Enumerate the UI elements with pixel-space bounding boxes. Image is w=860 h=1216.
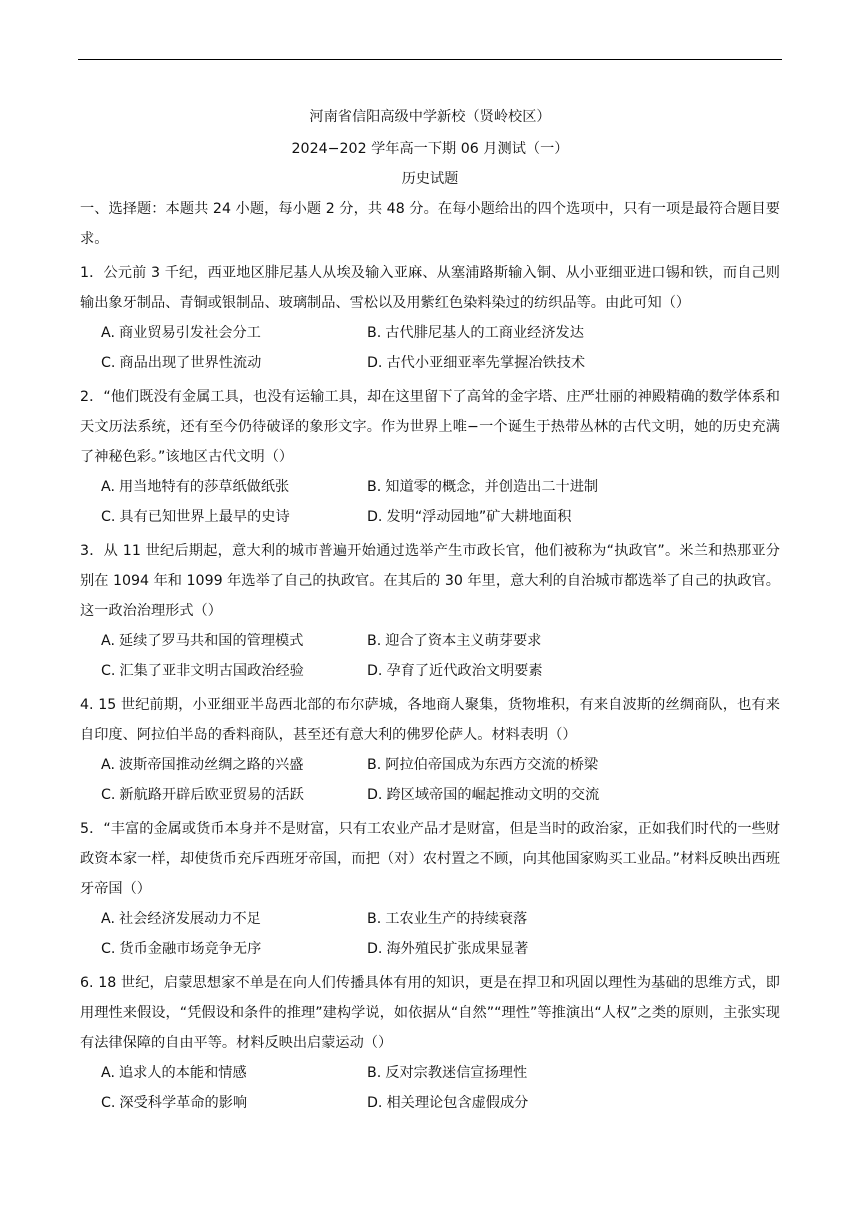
option-text: 具有已知世界上最早的史诗 xyxy=(119,509,290,525)
option-letter: C. xyxy=(101,1095,116,1111)
option-letter: B. xyxy=(367,911,382,927)
option-a[interactable] xyxy=(101,904,367,934)
option-a[interactable] xyxy=(101,750,367,780)
question xyxy=(80,382,780,532)
question xyxy=(80,968,780,1118)
option-text: 货币金融市场竞争无序 xyxy=(119,941,262,957)
option-b[interactable] xyxy=(367,750,780,780)
question xyxy=(80,814,780,964)
option-letter: B. xyxy=(367,325,382,341)
option-letter: D. xyxy=(367,941,383,957)
option-grid xyxy=(80,750,780,810)
option-text: 汇集了亚非文明古国政治经验 xyxy=(119,663,304,679)
option-d[interactable] xyxy=(367,934,780,964)
option-text: 古代腓尼基人的工商业经济发达 xyxy=(385,325,584,341)
option-text: 商品出现了世界性流动 xyxy=(119,355,262,371)
question-list xyxy=(80,258,780,1118)
option-letter: D. xyxy=(367,787,383,803)
option-letter: A. xyxy=(101,633,115,649)
option-text: 反对宗教迷信宣扬理性 xyxy=(385,1065,528,1081)
question-stem: 3．从 11 世纪后期起，意大利的城市普遍开始通过选举产生市政长官，他们被称为“执政官”。米兰和热那亚分别在 1094 年和 1099 年选举了自己的执政官。在其后的 30 年里，意大利的自治城市都选举了自己的执政官。这一政治治理形式（） xyxy=(80,543,780,619)
option-b[interactable] xyxy=(367,472,780,502)
option-letter: C. xyxy=(101,663,116,679)
option-letter: C. xyxy=(101,509,116,525)
option-letter: D. xyxy=(367,355,383,371)
option-a[interactable] xyxy=(101,472,367,502)
option-a[interactable] xyxy=(101,318,367,348)
school-name: 河南省信阳高级中学新校（贤岭校区） xyxy=(309,109,551,125)
option-c[interactable] xyxy=(101,934,367,964)
subject-title: 历史试题 xyxy=(401,171,459,187)
option-letter: D. xyxy=(367,509,383,525)
option-letter: D. xyxy=(367,663,383,679)
option-b[interactable] xyxy=(367,1058,780,1088)
option-d[interactable] xyxy=(367,1088,780,1118)
option-text: 深受科学革命的影响 xyxy=(119,1095,248,1111)
option-letter: C. xyxy=(101,787,116,803)
option-text: 孕育了近代政治文明要素 xyxy=(386,663,543,679)
option-a[interactable] xyxy=(101,626,367,656)
question xyxy=(80,258,780,378)
option-letter: A. xyxy=(101,479,115,495)
question-stem: 5．“丰富的金属或货币本身并不是财富，只有工农业产品才是财富，但是当时的政治家，正如我们时代的一些财政资本家一样，却使货币充斥西班牙帝国，而把（对）农村置之不顾，向其他国家购买工业品。”材料反映出西班牙帝国（） xyxy=(80,821,780,897)
question xyxy=(80,690,780,810)
option-text: 发明“浮动园地”矿大耕地面积 xyxy=(386,509,572,525)
option-b[interactable] xyxy=(367,318,780,348)
option-letter: C. xyxy=(101,941,116,957)
question-stem: 2．“他们既没有金属工具，也没有运输工具，却在这里留下了高耸的金字塔、庄严壮丽的神殿精确的数学体系和天文历法系统，还有至今仍待破译的象形文字。作为世界上唯−一个诞生于热带丛林的古代文明，她的历史充满了神秘色彩。”该地区古代文明（） xyxy=(80,389,780,465)
option-c[interactable] xyxy=(101,348,367,378)
option-b[interactable] xyxy=(367,904,780,934)
option-text: 相关理论包含虚假成分 xyxy=(386,1095,529,1111)
option-text: 迎合了资本主义萌芽要求 xyxy=(385,633,542,649)
option-text: 商业贸易引发社会分工 xyxy=(118,325,261,341)
section-instructions: 一、选择题：本题共 24 小题，每小题 2 分，共 48 分。在每小题给出的四个选项中，只有一项是最符合题目要求。 xyxy=(80,201,780,247)
option-letter: A. xyxy=(101,325,115,341)
option-c[interactable] xyxy=(101,502,367,532)
option-text: 海外殖民扩张成果显著 xyxy=(386,941,529,957)
exam-title: 2024−202 学年高一下期 06 月测试（一） xyxy=(291,141,569,157)
option-text: 古代小亚细亚率先掌握冶铁技术 xyxy=(386,355,586,371)
option-grid xyxy=(80,1058,780,1118)
option-letter: A. xyxy=(101,911,115,927)
option-grid xyxy=(80,472,780,532)
option-text: 工农业生产的持续衰落 xyxy=(385,911,528,927)
header-rule xyxy=(78,59,782,60)
option-c[interactable] xyxy=(101,656,367,686)
option-d[interactable] xyxy=(367,656,780,686)
option-text: 延续了罗马共和国的管理模式 xyxy=(118,633,304,649)
option-c[interactable] xyxy=(101,1088,367,1118)
option-letter: B. xyxy=(367,1065,382,1081)
option-c[interactable] xyxy=(101,780,367,810)
option-d[interactable] xyxy=(367,502,780,532)
option-text: 跨区域帝国的崛起推动文明的交流 xyxy=(386,787,600,803)
option-text: 用当地特有的莎草纸做纸张 xyxy=(118,479,290,495)
question-stem: 4. 15 世纪前期，小亚细亚半岛西北部的布尔萨城，各地商人聚集，货物堆积，有来自波斯的丝绸商队，也有来自印度、阿拉伯半岛的香料商队，甚至还有意大利的佛罗伦萨人。材料表明（） xyxy=(80,697,780,743)
option-d[interactable] xyxy=(367,780,780,810)
option-text: 波斯帝国推动丝绸之路的兴盛 xyxy=(118,757,304,773)
option-letter: B. xyxy=(367,633,382,649)
option-d[interactable] xyxy=(367,348,780,378)
option-grid xyxy=(80,318,780,378)
option-text: 阿拉伯帝国成为东西方交流的桥梁 xyxy=(385,757,599,773)
option-letter: A. xyxy=(101,1065,115,1081)
option-text: 新航路开辟后欧亚贸易的活跃 xyxy=(119,787,304,803)
option-b[interactable] xyxy=(367,626,780,656)
exam-page xyxy=(80,100,780,1118)
option-grid xyxy=(80,904,780,964)
question-stem: 1．公元前 3 千纪，西亚地区腓尼基人从埃及输入亚麻、从塞浦路斯输入铜、从小亚细亚进口锡和铁，而自己则输出象牙制品、青铜或银制品、玻璃制品、雪松以及用紫红色染料染过的纺织品等。由此可知（） xyxy=(80,265,780,311)
option-letter: D. xyxy=(367,1095,383,1111)
option-text: 追求人的本能和情感 xyxy=(118,1065,247,1081)
option-text: 知道零的概念，并创造出二十进制 xyxy=(385,479,599,495)
option-text: 社会经济发展动力不足 xyxy=(118,911,261,927)
option-grid xyxy=(80,626,780,686)
option-letter: C. xyxy=(101,355,116,371)
question-stem: 6. 18 世纪，启蒙思想家不单是在向人们传播具体有用的知识，更是在捍卫和巩固以理性为基础的思维方式，即用理性来假设，“凭假设和条件的推理”建构学说，如依据从“自然”“理性”等推演出“人权”之类的原则，主张实现有法律保障的自由平等。材料反映出启蒙运动（） xyxy=(80,975,780,1051)
option-a[interactable] xyxy=(101,1058,367,1088)
option-letter: A. xyxy=(101,757,115,773)
question xyxy=(80,536,780,686)
option-letter: B. xyxy=(367,479,382,495)
option-letter: B. xyxy=(367,757,382,773)
